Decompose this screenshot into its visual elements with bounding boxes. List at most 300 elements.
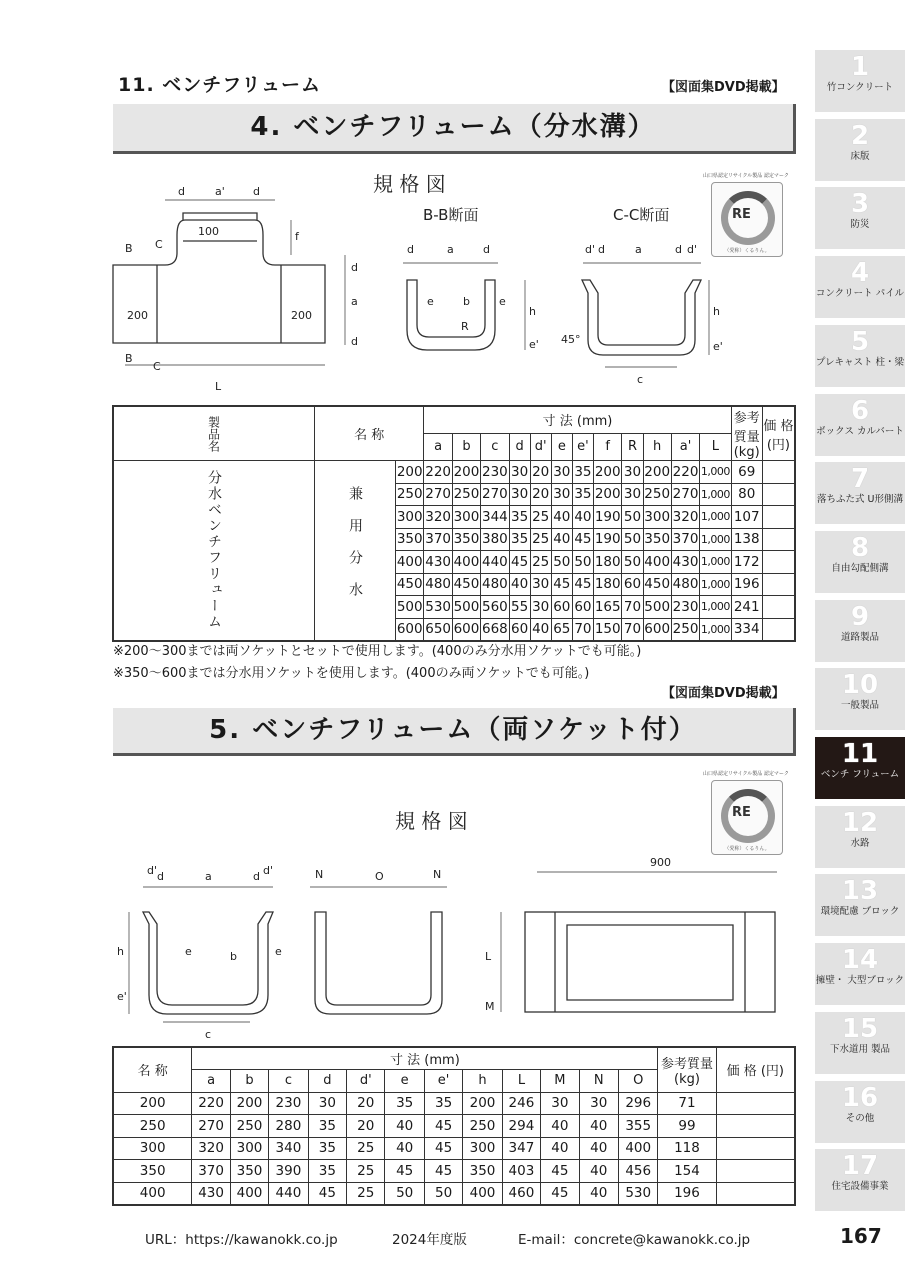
table-cell: 65 — [551, 618, 572, 641]
bb-a: a — [447, 243, 454, 256]
table-cell: 1,000 — [700, 528, 731, 551]
pb-N-right: N — [433, 868, 442, 881]
section4-title-band — [113, 104, 796, 154]
pb-N-left: N — [315, 868, 324, 881]
table-cell: 35 — [385, 1092, 424, 1115]
table-cell: 250 — [463, 1115, 502, 1138]
header-dims-2: 寸 法 (mm) — [192, 1047, 658, 1070]
table-cell: 30 — [541, 1092, 579, 1115]
sidebar-tab-label: ボックス カルバート — [816, 425, 904, 437]
table-cell: 40 — [541, 1115, 579, 1138]
table-cell: 40 — [385, 1115, 424, 1138]
table-cell — [762, 596, 795, 619]
table-cell: 230 — [671, 596, 699, 619]
table-cell: 230 — [481, 461, 509, 484]
table-cell: 40 — [579, 1160, 618, 1183]
table-cell: 30 — [509, 483, 530, 506]
sidebar-tab-label: 竹コンクリート — [826, 82, 894, 93]
table-cell: 668 — [481, 618, 509, 641]
table-cell: 430 — [424, 551, 452, 574]
sidebar-tab-10[interactable] — [815, 668, 905, 730]
dvd-label: 【図面集DVD掲載】 — [662, 80, 785, 95]
profile-a — [117, 864, 282, 1041]
side-L: L — [485, 950, 492, 963]
table-cell: 200 — [452, 461, 480, 484]
table-cell: 500 — [396, 596, 424, 619]
table-cell: 220 — [671, 461, 699, 484]
table-cell: 450 — [452, 573, 480, 596]
table-cell: 220 — [192, 1092, 230, 1115]
table-cell: 200 — [593, 461, 621, 484]
table-cell: 1,000 — [700, 461, 731, 484]
table-cell: 355 — [618, 1115, 657, 1138]
sidebar-tab-label: 防災 — [850, 219, 870, 231]
table-cell: 35 — [308, 1115, 346, 1138]
pa-e-left: e — [185, 945, 192, 958]
table-cell: 35 — [509, 528, 530, 551]
table-cell: 600 — [643, 618, 671, 641]
table-cell: 370 — [192, 1160, 230, 1183]
table-cell: 250 — [230, 1115, 268, 1138]
table-cell: 246 — [502, 1092, 540, 1115]
sidebar-tab-11[interactable] — [815, 737, 905, 799]
drawing-title-2: 規 格 図 — [395, 809, 468, 833]
plan-view — [113, 185, 358, 393]
table-cell: 400 — [113, 1182, 192, 1205]
sub-header: L — [700, 433, 731, 460]
table-cell: 70 — [622, 618, 643, 641]
header-product: 製品名 — [113, 406, 315, 461]
plan-a: a — [351, 295, 358, 308]
table-cell: 200 — [463, 1092, 502, 1115]
sub-header: N — [579, 1070, 618, 1093]
table-cell: 400 — [452, 551, 480, 574]
pa-e-prime: e' — [117, 990, 127, 1003]
plan-a-prime: a' — [215, 185, 225, 198]
footer-edition: 2024年度版 — [392, 1232, 467, 1248]
sidebar-tab-4[interactable] — [815, 256, 905, 318]
sub-header: c — [481, 433, 509, 460]
sub-header: h — [643, 433, 671, 460]
table-cell: 480 — [671, 573, 699, 596]
table-cell: 80 — [731, 483, 762, 506]
table-cell: 300 — [113, 1137, 192, 1160]
table-cell: 350 — [396, 528, 424, 551]
sidebar-tab-label: 下水道用 製品 — [829, 1043, 891, 1055]
table-cell — [716, 1182, 795, 1205]
table-cell: 600 — [452, 618, 480, 641]
table-cell: 380 — [481, 528, 509, 551]
table-cell — [762, 506, 795, 529]
cc-d-left: d — [598, 243, 605, 256]
table-cell: 40 — [579, 1115, 618, 1138]
table-row — [113, 1182, 795, 1205]
table-cell: 1,000 — [700, 618, 731, 641]
cc-section-label: C-C断面 — [613, 206, 670, 224]
sidebar-tab-16[interactable] — [815, 1081, 905, 1143]
table-cell: 400 — [230, 1182, 268, 1205]
sidebar-tab-label: 水路 — [850, 837, 870, 849]
table-cell: 71 — [658, 1092, 716, 1115]
sidebar-tab-9[interactable] — [815, 600, 905, 662]
table-cell: 190 — [593, 506, 621, 529]
table-cell: 30 — [622, 483, 643, 506]
plan-C-top: C — [155, 238, 163, 251]
sidebar-tab-13[interactable] — [815, 874, 905, 936]
table-cell: 40 — [385, 1137, 424, 1160]
plan-100: 100 — [198, 225, 219, 238]
table-cell: 30 — [308, 1092, 346, 1115]
pa-h: h — [117, 945, 124, 958]
footer-email[interactable]: E-mail：concrete@kawanokk.co.jp — [518, 1232, 751, 1248]
sidebar-tab-label: 落ちふた式 U形側溝 — [817, 494, 903, 506]
sidebar-tab-number: 10 — [841, 670, 879, 701]
bb-R: R — [461, 320, 469, 333]
sidebar-tab-number: 11 — [841, 739, 879, 769]
header-name-2: 名 称 — [113, 1047, 192, 1092]
table-cell: 370 — [424, 528, 452, 551]
sidebar-tab-number: 3 — [850, 189, 870, 220]
table-cell: 320 — [671, 506, 699, 529]
sidebar-tab-number: 14 — [841, 945, 879, 976]
table-cell: 296 — [618, 1092, 657, 1115]
table-cell: 1,000 — [700, 551, 731, 574]
table-cell: 530 — [618, 1182, 657, 1205]
table-cell: 45 — [308, 1182, 346, 1205]
table-cell: 40 — [541, 1137, 579, 1160]
pa-d-prime-left: d' — [147, 864, 158, 877]
table-cell: 35 — [572, 483, 593, 506]
header-price-2: 価 格 (円) — [716, 1047, 795, 1092]
drawing-title: 規 格 図 — [373, 172, 446, 196]
table-cell: 20 — [530, 483, 551, 506]
table-cell: 270 — [192, 1115, 230, 1138]
sidebar-tab-3[interactable] — [815, 187, 905, 249]
table-cell: 45 — [541, 1160, 579, 1183]
table-cell: 340 — [269, 1137, 308, 1160]
sub-header: c — [269, 1070, 308, 1093]
table-cell: 69 — [731, 461, 762, 484]
side-M: M — [485, 1000, 495, 1013]
table-cell: 25 — [347, 1137, 385, 1160]
sub-header: M — [541, 1070, 579, 1093]
table-cell: 400 — [643, 551, 671, 574]
bb-section-label: B-B断面 — [423, 206, 479, 224]
sub-header: R — [622, 433, 643, 460]
table-cell: 450 — [643, 573, 671, 596]
footer-url[interactable]: URL：https://kawanokk.co.jp — [145, 1232, 338, 1248]
table-cell: 300 — [452, 506, 480, 529]
table-cell: 150 — [593, 618, 621, 641]
table-cell: 1,000 — [700, 483, 731, 506]
table-cell — [716, 1092, 795, 1115]
pa-c: c — [205, 1028, 212, 1041]
sidebar-tab-label: 環境配慮 ブロック — [820, 906, 900, 918]
bb-d-left: d — [407, 243, 414, 256]
sidebar-tab-number: 8 — [850, 532, 870, 563]
plan-d-lower: d — [351, 335, 358, 348]
table-cell: 400 — [463, 1182, 502, 1205]
table-cell: 300 — [643, 506, 671, 529]
table-cell: 30 — [551, 461, 572, 484]
table-cell: 172 — [731, 551, 762, 574]
bb-b: b — [463, 295, 470, 308]
table-cell — [716, 1137, 795, 1160]
sidebar-tab-number: 17 — [841, 1151, 879, 1182]
table-cell: 560 — [481, 596, 509, 619]
table-cell: 138 — [731, 528, 762, 551]
table-cell: 35 — [572, 461, 593, 484]
table-cell: 200 — [593, 483, 621, 506]
table-cell — [762, 618, 795, 641]
table-cell: 650 — [424, 618, 452, 641]
table-cell: 25 — [530, 551, 551, 574]
table-cell: 30 — [509, 461, 530, 484]
table-cell: 403 — [502, 1160, 540, 1183]
table-cell: 50 — [622, 506, 643, 529]
pa-e-right: e — [275, 945, 282, 958]
table-cell: 60 — [572, 596, 593, 619]
table-cell: 40 — [572, 506, 593, 529]
table-cell: 154 — [658, 1160, 716, 1183]
sub-header: O — [618, 1070, 657, 1093]
sidebar-tab-2[interactable] — [815, 119, 905, 181]
sidebar-tab-label: 自由勾配側溝 — [831, 562, 889, 574]
sub-header: d' — [530, 433, 551, 460]
sub-header: a' — [671, 433, 699, 460]
table-row — [113, 1137, 795, 1160]
table-cell: 30 — [530, 596, 551, 619]
sub-header: d' — [347, 1070, 385, 1093]
header-dims: 寸 法 (mm) — [424, 406, 731, 433]
table-cell: 45 — [424, 1115, 462, 1138]
table-cell: 45 — [424, 1137, 462, 1160]
sidebar-tab-label: 住宅設備事業 — [831, 1181, 889, 1193]
table-row — [113, 461, 795, 484]
section5-title: 5. ベンチフリューム（両ソケット付） — [209, 715, 697, 745]
table-cell: 230 — [269, 1092, 308, 1115]
table-cell: 350 — [452, 528, 480, 551]
plan-d-upper: d — [351, 261, 358, 274]
sub-header: e' — [424, 1070, 462, 1093]
table-cell: 430 — [671, 551, 699, 574]
pa-d-left: d — [157, 870, 164, 883]
table-cell: 45 — [385, 1160, 424, 1183]
sidebar-tab-7[interactable] — [815, 462, 905, 524]
pa-b: b — [230, 950, 237, 963]
table-cell: 220 — [424, 461, 452, 484]
table-cell: 270 — [481, 483, 509, 506]
table-cell: 25 — [530, 506, 551, 529]
table-cell: 30 — [530, 573, 551, 596]
header-price: 価 格 (円) — [762, 406, 795, 461]
table-cell: 180 — [593, 551, 621, 574]
table-cell: 60 — [509, 618, 530, 641]
table-cell — [762, 461, 795, 484]
sidebar-tab-label: 道路製品 — [840, 631, 879, 643]
sub-header: e' — [572, 433, 593, 460]
sidebar-tab-number: 2 — [850, 120, 870, 151]
note-1: ※200〜300までは両ソケットとセットで使用します。(400のみ分水用ソケットでも可能。) — [113, 644, 642, 659]
table-cell: 350 — [230, 1160, 268, 1183]
header-name: 名 称 — [315, 406, 424, 461]
table-cell: 45 — [551, 573, 572, 596]
sidebar-tab-1[interactable] — [815, 50, 905, 112]
table-cell: 300 — [396, 506, 424, 529]
table-cell: 460 — [502, 1182, 540, 1205]
sub-header: e — [551, 433, 572, 460]
sub-header: L — [502, 1070, 540, 1093]
section5-title-band — [113, 708, 796, 756]
pa-a: a — [205, 870, 212, 883]
re-mark-heading: 山口県認定リサイクル製品 認定マーク — [703, 173, 789, 179]
plan-f: f — [295, 230, 299, 243]
table-cell: 294 — [502, 1115, 540, 1138]
table-cell: 25 — [347, 1182, 385, 1205]
table-cell: 35 — [308, 1160, 346, 1183]
pa-d-right: d — [253, 870, 260, 883]
header-weight: 参考質量 (kg) — [731, 406, 762, 461]
table-cell: 350 — [113, 1160, 192, 1183]
table-cell: 390 — [269, 1160, 308, 1183]
table-cell: 400 — [618, 1137, 657, 1160]
table-cell: 480 — [481, 573, 509, 596]
profile-b — [310, 868, 447, 1014]
sidebar-tab-8[interactable] — [815, 531, 905, 593]
table-cell: 241 — [731, 596, 762, 619]
cc-a: a — [635, 243, 642, 256]
sidebar-tab-number: 5 — [850, 326, 870, 357]
table-cell: 334 — [731, 618, 762, 641]
table-cell: 456 — [618, 1160, 657, 1183]
table-cell: 50 — [385, 1182, 424, 1205]
table-cell: 165 — [593, 596, 621, 619]
table-cell: 45 — [424, 1160, 462, 1183]
table-cell — [762, 483, 795, 506]
sidebar-tab-number: 1 — [850, 52, 870, 82]
sidebar-tab-17[interactable] — [815, 1149, 905, 1211]
sidebar-tab-6[interactable] — [815, 394, 905, 456]
table-cell: 1,000 — [700, 506, 731, 529]
table-cell: 350 — [463, 1160, 502, 1183]
table-cell — [762, 573, 795, 596]
table-cell: 200 — [230, 1092, 268, 1115]
table-cell: 30 — [579, 1092, 618, 1115]
table-cell — [762, 551, 795, 574]
sidebar-tab-number: 9 — [850, 601, 870, 632]
sidebar-tab-number: 12 — [841, 807, 879, 838]
table-cell: 250 — [113, 1115, 192, 1138]
table-cell: 270 — [424, 483, 452, 506]
table-cell: 1,000 — [700, 573, 731, 596]
sidebar-tab-5[interactable] — [815, 325, 905, 387]
table-cell: 40 — [509, 573, 530, 596]
chapter-title: 11. ベンチフリューム — [118, 74, 321, 96]
table-cell: 30 — [622, 461, 643, 484]
plan-d-right: d — [253, 185, 260, 198]
sidebar-tab-label: コンクリート パイル — [815, 288, 905, 300]
sidebar-tab-14[interactable] — [815, 943, 905, 1005]
table-row — [113, 1160, 795, 1183]
table-cell: 270 — [671, 483, 699, 506]
table-cell: 60 — [622, 573, 643, 596]
cc-h: h — [713, 305, 720, 318]
table-cell: 320 — [192, 1137, 230, 1160]
sub-header: a — [192, 1070, 230, 1093]
table-cell: 500 — [452, 596, 480, 619]
table-cell: 50 — [424, 1182, 462, 1205]
table-cell — [716, 1115, 795, 1138]
sidebar-tab-label: プレキャスト 柱・梁 — [815, 356, 905, 368]
side-view — [485, 856, 777, 1013]
cc-e-prime: e' — [713, 340, 723, 353]
sub-header: a — [424, 433, 452, 460]
section4-spec-table — [112, 405, 796, 642]
table-cell: 40 — [530, 618, 551, 641]
plan-C-bottom: C — [153, 360, 161, 373]
plan-L: L — [215, 380, 222, 393]
table-cell: 600 — [396, 618, 424, 641]
table-cell: 99 — [658, 1115, 716, 1138]
table-cell: 344 — [481, 506, 509, 529]
table-cell: 250 — [643, 483, 671, 506]
pb-O: O — [375, 870, 384, 883]
table-cell: 25 — [347, 1160, 385, 1183]
sidebar-tab-label: 擁壁・ 大型ブロック — [815, 975, 905, 987]
table-cell: 25 — [530, 528, 551, 551]
table-cell: 50 — [572, 551, 593, 574]
table-cell: 20 — [347, 1092, 385, 1115]
table-cell: 20 — [530, 461, 551, 484]
bb-e-right: e — [499, 295, 506, 308]
cc-section — [561, 243, 723, 386]
table-cell: 500 — [643, 596, 671, 619]
cc-45deg: 45° — [561, 333, 581, 346]
recycle-mark-icon: RE （愛称）くるりん。 — [711, 182, 783, 257]
section4-drawing — [105, 165, 723, 400]
table-cell: 450 — [396, 573, 424, 596]
table-cell: 200 — [643, 461, 671, 484]
sidebar-tab-12[interactable] — [815, 806, 905, 868]
side-900: 900 — [650, 856, 671, 869]
sub-header: d — [308, 1070, 346, 1093]
table-cell: 440 — [481, 551, 509, 574]
page-number: 167 — [840, 1224, 882, 1248]
sidebar-tab-label: ベンチ フリューム — [820, 769, 900, 780]
sidebar-tab-label: 一般製品 — [840, 700, 879, 712]
sub-header: d — [509, 433, 530, 460]
table-row — [113, 1092, 795, 1115]
cc-c: c — [637, 373, 644, 386]
table-cell: 55 — [509, 596, 530, 619]
table-cell: 45 — [509, 551, 530, 574]
section4-title: 4. ベンチフリューム（分水溝） — [250, 112, 656, 142]
table-cell: 45 — [541, 1182, 579, 1205]
cc-d-prime-right: d' — [687, 243, 698, 256]
plan-200-right: 200 — [291, 309, 312, 322]
table-cell: 196 — [731, 573, 762, 596]
cc-d-prime-left: d' — [585, 243, 596, 256]
table-cell: 45 — [572, 573, 593, 596]
sidebar-tab-label: 床版 — [850, 150, 870, 162]
table-cell: 440 — [269, 1182, 308, 1205]
plan-200-left: 200 — [127, 309, 148, 322]
table-cell: 196 — [658, 1182, 716, 1205]
sidebar-tab-label: その他 — [845, 1112, 875, 1124]
bb-e-prime: e' — [529, 338, 539, 351]
table-row — [113, 1115, 795, 1138]
sidebar-tab-15[interactable] — [815, 1012, 905, 1074]
